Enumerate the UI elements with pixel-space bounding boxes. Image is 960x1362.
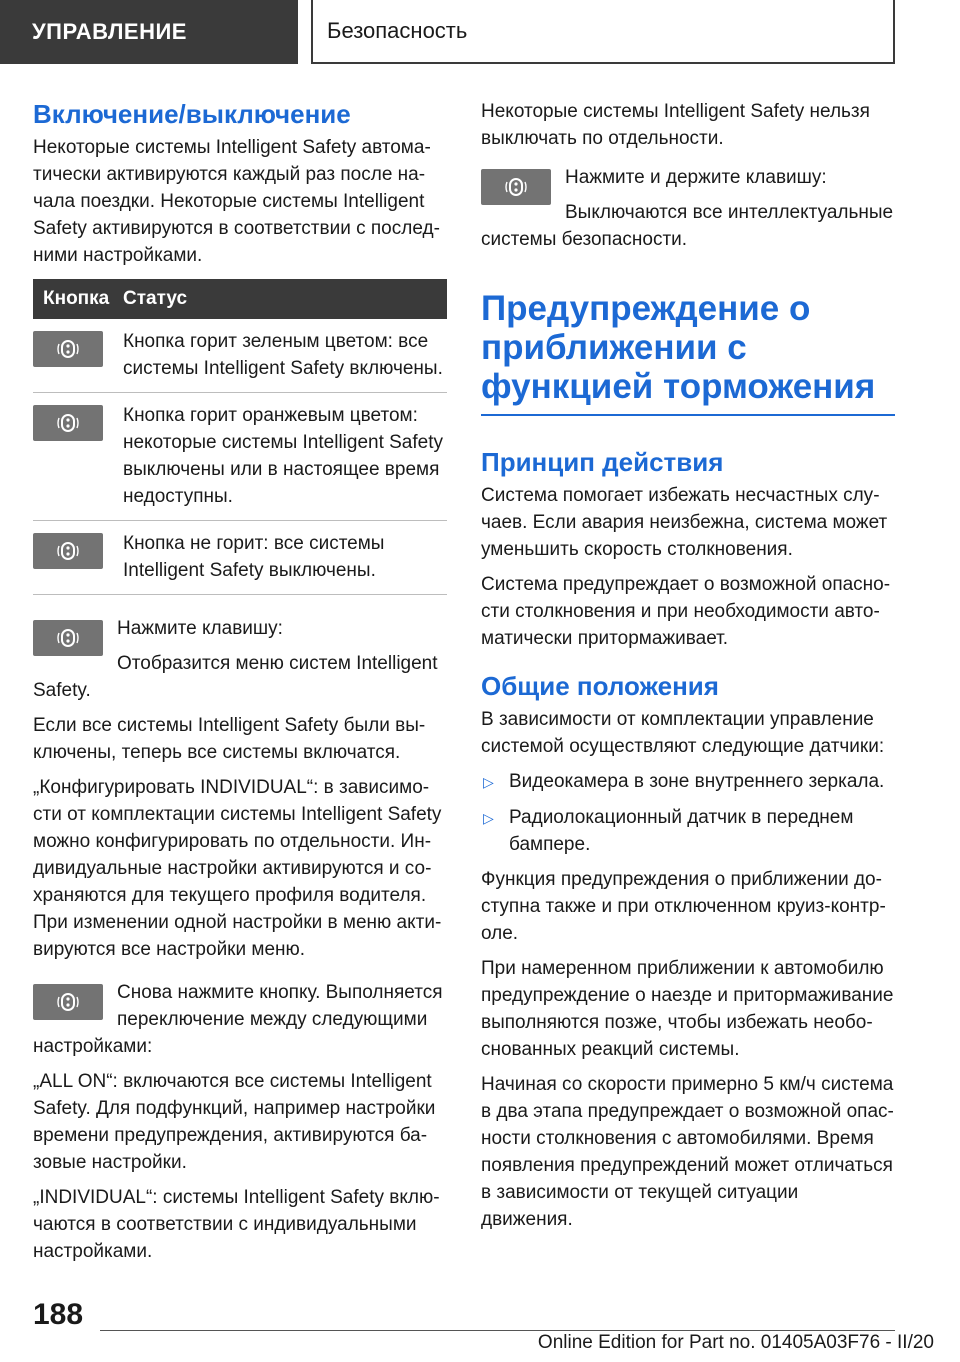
safety-button-icon — [481, 169, 551, 205]
press-again-text: Снова нажмите кнопку. Выполняется переключение между следующими настройками: — [33, 982, 443, 1057]
section-tab — [0, 0, 298, 64]
heading-on-off: Включение/выключение — [33, 99, 351, 129]
paragraph: „INDIVIDUAL“: системы Intelligent Safety включаются в соответствии с индивидуальными настройками. — [33, 1187, 440, 1262]
press-result: Отобразится меню систем Intelligent Safety. — [33, 653, 438, 701]
footer-divider — [100, 1330, 895, 1331]
press-hold-instruction — [481, 164, 895, 253]
paragraph: В зависимости от комплектации управление системой осуществляют следующие датчики: — [481, 709, 885, 757]
list-item — [481, 768, 895, 796]
list-item-text: Видеокамера в зоне внутреннего зеркала. — [509, 771, 885, 792]
paragraph: Функция предупреждения о приближении доступна также и при отключенном круиз-контроле. — [481, 869, 886, 944]
press-instruction — [33, 615, 447, 704]
heading-principle: Принцип действия — [481, 447, 724, 477]
paragraph: Если все системы Intelligent Safety были выключены, теперь все системы включатся. — [33, 715, 426, 763]
paragraph: Система помогает избежать несчастных случаев. Если авария неизбежна, система может уменьшить скорость столкновения. — [481, 485, 888, 560]
table-header-status: Статус — [123, 288, 188, 309]
table-row — [33, 521, 447, 595]
triangle-right-icon: ▷ — [483, 810, 494, 826]
list-item-text: Радиолокационный датчик в переднем бампере. — [509, 807, 854, 855]
safety-button-icon — [33, 533, 103, 569]
page-number: 188 — [33, 1298, 84, 1331]
status-text: Кнопка не горит: все системы Intelligent Safety выключены. — [123, 533, 385, 581]
section-title: УПРАВЛЕНИЕ — [32, 19, 187, 44]
triangle-right-icon: ▷ — [483, 774, 494, 790]
press-line: Нажмите клавишу: — [117, 618, 283, 639]
table-header-button: Кнопка — [43, 288, 110, 309]
paragraph: „ALL ON“: включаются все системы Intelligent Safety. Для подфункций, например настройки времени предупреждения, активируются базовые настройки. — [33, 1071, 436, 1173]
list-item — [481, 804, 895, 858]
table-header — [33, 279, 447, 319]
left-column — [33, 98, 447, 1273]
paragraph: Система предупреждает о возможной опасности столкновения и при необходимости автоматически притормаживает. — [481, 574, 891, 649]
press-hold-line: Нажмите и держите клавишу: — [565, 167, 827, 188]
paragraph: При намеренном приближении к автомобилю предупреждение о наезде и притормаживание выполняются позже, чтобы избежать необоснованных реакций системы. — [481, 958, 894, 1060]
table-row — [33, 319, 447, 393]
safety-button-icon — [33, 405, 103, 441]
safety-button-icon — [33, 331, 103, 367]
right-column — [481, 98, 895, 1241]
subsection-title: Безопасность — [327, 18, 468, 43]
press-again-instruction — [33, 979, 447, 1060]
paragraph: Некоторые системы Intelligent Safety нельзя выключать по отдельности. — [481, 101, 870, 149]
intro-paragraph: Некоторые системы Intelligent Safety автоматически активируются каждый раз после начала поездки. Некоторые системы Intelligent Safety активируются в соответствии с последними настройками. — [33, 137, 440, 266]
status-text: Кнопка горит оранжевым цветом: некоторые системы Intelligent Safety выключены или в настоящее время недоступны. — [123, 405, 444, 507]
chapter-title: Предупреждение о приближении с функцией торможения — [481, 289, 895, 416]
paragraph: „Конфигурировать INDIVIDUAL“: в зависимости от комплектации системы Intelligent Safety можно конфигурировать по отдельности. Индивидуальные настройки активируются и сохраняются для текущего профиля водителя. При изменении одной настройки в меню активируются все настройки меню. — [33, 777, 442, 960]
safety-button-icon — [33, 984, 103, 1020]
paragraph: Начиная со скорости примерно 5 км/ч система в два этапа предупреждает о возможной опасности столкновения с автомобилями. Время появления предупреждений может отличаться в зависимости от текущей ситуации движения. — [481, 1074, 894, 1230]
status-text: Кнопка горит зеленым цветом: все системы Intelligent Safety включены. — [123, 331, 443, 379]
table-row — [33, 393, 447, 521]
press-hold-result: Выключаются все интеллектуальные системы безопасности. — [481, 202, 894, 250]
heading-general: Общие положения — [481, 671, 719, 701]
subsection-tab — [311, 0, 895, 64]
edition-note: Online Edition for Part no. 01405A03F76 - II/20 — [537, 1332, 934, 1353]
safety-button-icon — [33, 620, 103, 656]
status-table — [33, 279, 447, 595]
